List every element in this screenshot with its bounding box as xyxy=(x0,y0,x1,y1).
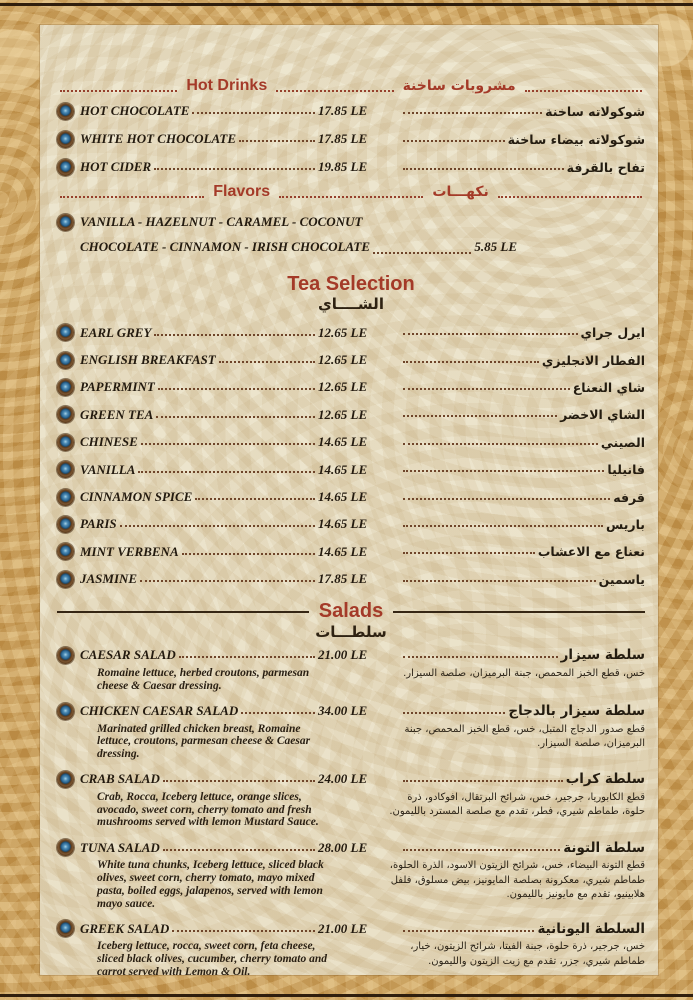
menu-item-row xyxy=(57,153,645,181)
menu-item-row xyxy=(57,97,645,125)
section-hot-drinks xyxy=(57,75,645,181)
item-price: 17.85 LE xyxy=(318,103,368,118)
item-name-ar: السلطة اليونانية xyxy=(537,920,645,937)
item-name-ar-block xyxy=(400,840,645,856)
dotted-leader xyxy=(403,140,505,142)
dotted-leader xyxy=(403,712,505,714)
brand-seal-icon xyxy=(57,571,74,588)
item-name-en: CAESAR SALAD xyxy=(80,647,176,663)
item-name-ar-block xyxy=(400,490,645,505)
section-tea xyxy=(57,273,645,593)
menu-item-row xyxy=(57,374,645,401)
dotted-leader xyxy=(239,140,315,142)
item-description-row xyxy=(57,791,645,829)
brand-seal-icon xyxy=(57,131,74,148)
dotted-leader xyxy=(179,656,315,658)
menu-item xyxy=(57,701,645,761)
item-price: 21.00 LE xyxy=(318,920,368,936)
item-name-ar-block xyxy=(400,353,645,368)
item-name-ar: ايرل جراي xyxy=(580,325,645,341)
dotted-leader xyxy=(182,553,315,555)
menu-item-row xyxy=(57,511,645,538)
menu-item-row xyxy=(57,701,645,722)
brand-seal-icon xyxy=(57,839,74,856)
item-name-ar: شاي النعناع xyxy=(572,379,645,395)
item-description-row xyxy=(57,667,645,693)
brand-seal-icon xyxy=(57,647,74,664)
item-price: 14.65 LE xyxy=(318,489,368,505)
item-description-en: Romaine lettuce, herbed croutons, parmesan cheese & Caesar dressing. xyxy=(97,666,310,692)
dotted-leader xyxy=(403,580,596,582)
item-name-block xyxy=(80,407,318,423)
menu-item-row xyxy=(57,346,645,373)
dotted-leader xyxy=(403,168,564,170)
dotted-leader xyxy=(403,470,604,472)
item-description-en: White tuna chunks, Iceberg lettuce, sliced black olives, sweet corn, cherry tomato, mayo mixed pasta, boiled eggs, jalapenos, served with lemon mayo sauce. xyxy=(97,859,324,910)
dotted-leader xyxy=(403,552,535,554)
hot-drinks-list xyxy=(57,97,645,181)
item-name-block xyxy=(80,771,318,787)
item-name-ar-block xyxy=(400,104,645,119)
item-name-en: CINNAMON SPICE xyxy=(80,489,193,505)
item-price: 21.00 LE xyxy=(318,647,368,663)
dotted-leader xyxy=(163,780,315,782)
hot-drinks-title-en: Hot Drinks xyxy=(186,77,268,94)
dotted-leader xyxy=(403,656,558,658)
item-name-en: GREEN TEA xyxy=(80,406,154,422)
item-name-ar: تفاح بالقرفة xyxy=(566,159,645,175)
dotted-leader xyxy=(403,333,578,335)
item-name-ar-block xyxy=(400,160,645,175)
dotted-leader xyxy=(279,196,423,198)
menu-item-row xyxy=(57,429,645,456)
item-name-block xyxy=(80,840,318,856)
dotted-leader xyxy=(219,361,315,363)
item-name-ar-block xyxy=(400,435,645,450)
item-name-en: CHINESE xyxy=(80,434,138,450)
item-name-en: HOT CHOCOLATE xyxy=(80,103,190,118)
item-name-en: CRAB SALAD xyxy=(80,771,160,787)
item-name-ar-block xyxy=(400,380,645,395)
brand-seal-icon xyxy=(57,771,74,788)
item-name-ar-block xyxy=(400,572,645,587)
dotted-leader xyxy=(154,168,315,170)
brand-seal-icon xyxy=(57,461,74,478)
item-name-en: CHICKEN CAESAR SALAD xyxy=(80,703,239,718)
brand-seal-icon xyxy=(57,434,74,451)
item-price: 14.65 LE xyxy=(318,461,368,477)
item-name-ar: الفطار الانجليزي xyxy=(541,352,645,368)
menu-item xyxy=(57,918,645,978)
dotted-leader xyxy=(403,525,603,527)
item-name-en: HOT CIDER xyxy=(80,159,152,174)
brand-seal-icon xyxy=(57,406,74,423)
item-price: 12.65 LE xyxy=(318,324,368,340)
item-price: 19.85 LE xyxy=(318,159,368,174)
menu-item-row xyxy=(57,401,645,428)
item-name-block xyxy=(80,462,318,478)
item-name-ar: الصيني xyxy=(600,434,645,450)
item-name-block xyxy=(80,131,318,147)
dotted-leader xyxy=(60,90,177,92)
brand-seal-icon xyxy=(57,379,74,396)
dotted-leader xyxy=(158,388,315,390)
item-price: 14.65 LE xyxy=(318,516,368,532)
dotted-leader xyxy=(403,498,610,500)
item-name-block xyxy=(80,544,318,560)
menu-item-row xyxy=(57,319,645,346)
item-price: 34.00 LE xyxy=(318,703,368,718)
brand-seal-icon xyxy=(57,543,74,560)
dotted-leader xyxy=(195,498,315,500)
item-name-ar: شوكولاته بيضاء ساخنة xyxy=(507,131,645,147)
item-description-en: Marinated grilled chicken breast, Romaine lettuce, croutons, parmesan cheese & Caesar dressing. xyxy=(97,722,311,761)
brand-seal-icon xyxy=(57,516,74,533)
flavors-list-text: CHOCOLATE - CINNAMON - IRISH CHOCOLATE xyxy=(80,239,371,254)
menu-item xyxy=(57,837,645,910)
item-name-block xyxy=(80,352,318,368)
item-name-block xyxy=(80,379,318,395)
hot-drinks-title-ar: مشروبات ساخنة xyxy=(402,78,516,94)
item-name-block xyxy=(80,434,318,450)
menu-item-row xyxy=(57,125,645,153)
item-name-block xyxy=(80,325,318,341)
menu-item-row xyxy=(57,645,645,666)
item-name-ar-block xyxy=(400,132,645,147)
item-name-ar: فانيليا xyxy=(607,462,645,478)
dotted-leader xyxy=(276,90,393,92)
item-name-ar-block xyxy=(400,407,645,422)
salads-title-en: Salads xyxy=(318,600,384,623)
dotted-leader xyxy=(525,90,642,92)
salads-header xyxy=(57,601,645,623)
dotted-leader xyxy=(403,388,570,390)
item-name-ar: الشاي الاخضر xyxy=(560,407,645,423)
item-description-row xyxy=(57,723,645,761)
item-name-ar: قرفه xyxy=(613,489,645,505)
top-border-rule xyxy=(0,3,693,6)
item-name-block xyxy=(80,703,318,719)
dotted-leader xyxy=(120,525,315,527)
item-name-en: VANILLA xyxy=(80,461,136,477)
brand-seal-icon xyxy=(57,214,74,231)
menu-item-row xyxy=(57,837,645,858)
item-name-ar-block xyxy=(400,771,645,787)
tea-title-ar: الشــــاي xyxy=(318,295,384,313)
item-name-en: WHITE HOT CHOCOLATE xyxy=(80,131,237,146)
menu-item-row xyxy=(57,918,645,939)
item-name-ar-block xyxy=(400,703,645,719)
item-name-ar: ياسمين xyxy=(598,571,645,587)
section-flavors xyxy=(57,181,645,259)
tea-title-en: Tea Selection xyxy=(287,273,415,295)
brand-seal-icon xyxy=(57,103,74,120)
item-name-ar: سلطة سيزار بالدجاج xyxy=(508,703,645,719)
tea-header xyxy=(57,273,645,313)
item-price: 12.65 LE xyxy=(318,406,368,422)
item-name-ar-block xyxy=(400,647,645,663)
item-description-row xyxy=(57,859,645,910)
item-name-en: ENGLISH BREAKFAST xyxy=(80,352,216,368)
dotted-leader xyxy=(172,930,315,932)
section-salads xyxy=(57,601,645,979)
item-name-en: EARL GREY xyxy=(80,324,152,340)
item-name-en: PARIS xyxy=(80,516,117,532)
item-name-ar: سلطة التونة xyxy=(563,839,645,856)
menu-item-row xyxy=(57,538,645,565)
item-price: 17.85 LE xyxy=(318,571,368,587)
flavors-price: 5.85 LE xyxy=(474,239,517,254)
dotted-leader xyxy=(373,252,471,254)
dotted-leader xyxy=(403,361,539,363)
item-name-ar-block xyxy=(400,517,645,532)
item-description-en: Iceberg lettuce, rocca, sweet corn, feta cheese, sliced black olives, cucumber, cherry tomato and carrot served with Lemon & Oil. xyxy=(97,940,327,979)
dotted-leader xyxy=(403,930,534,932)
dotted-leader xyxy=(192,112,315,114)
flavors-list-text: VANILLA - HAZELNUT - CARAMEL - COCONUT xyxy=(80,214,363,229)
dotted-leader xyxy=(498,196,642,198)
menu-item-row xyxy=(57,456,645,483)
item-name-ar: شوكولاته ساخنة xyxy=(545,103,645,119)
item-price: 12.65 LE xyxy=(318,352,368,368)
dotted-leader xyxy=(138,471,315,473)
menu-item-row xyxy=(57,483,645,510)
item-name-block xyxy=(80,647,318,663)
item-name-block xyxy=(80,159,318,175)
item-name-block xyxy=(80,571,318,587)
dotted-leader xyxy=(403,780,563,782)
dotted-leader xyxy=(403,849,560,851)
menu-panel xyxy=(40,25,658,979)
item-name-ar: نعناع مع الاعشاب xyxy=(537,544,645,560)
bottom-border-rule xyxy=(0,994,693,997)
salads-list xyxy=(57,645,645,979)
salads-title-ar: سلطـــات xyxy=(315,622,387,641)
item-name-ar-block xyxy=(400,325,645,340)
item-description-en: Crab, Rocca, Iceberg lettuce, orange slices, avocado, sweet corn, cherry tomato and fresh mushrooms served with lemon Mustard Sauce. xyxy=(97,790,319,829)
dotted-leader xyxy=(241,712,315,714)
dotted-leader xyxy=(163,849,315,851)
brand-seal-icon xyxy=(57,703,74,720)
item-description-ar: قطع الكابوريا، جرجير، خس، شرائح البرتقال، افوكادو، ذرة حلوة، طماطم شيري، فطر، تقدم مع صلصة المسترد بالليمون. xyxy=(389,791,645,818)
dotted-leader xyxy=(403,112,542,114)
flavors-header xyxy=(57,181,645,203)
item-description-ar: خس، قطع الخبز المحمص، جبنة البرميزان، صلصة السيزار. xyxy=(403,667,645,679)
menu-item xyxy=(57,645,645,693)
item-name-ar-block xyxy=(400,544,645,559)
item-name-block xyxy=(80,921,318,937)
dotted-leader xyxy=(403,443,598,445)
item-description-ar: خس، جرجير، ذرة حلوة، جبنة الفيتا، شرائح الزيتون، خيار، طماطم شيري، جزر، تقدم مع زيت الزيتون والليمون. xyxy=(410,941,645,967)
item-price: 17.85 LE xyxy=(318,131,368,146)
menu-item xyxy=(57,769,645,829)
flavors-line-1 xyxy=(57,209,645,235)
flavors-title-ar: نكهـــات xyxy=(432,184,489,200)
item-price: 12.65 LE xyxy=(318,379,368,395)
brand-seal-icon xyxy=(57,324,74,341)
item-name-ar-block xyxy=(400,921,645,937)
item-name-ar: سلطة كراب xyxy=(565,771,645,788)
item-price: 24.00 LE xyxy=(318,771,368,787)
item-name-en: GREEK SALAD xyxy=(80,920,170,936)
tea-list xyxy=(57,319,645,593)
item-description-ar: قطع صدور الدجاج المتبل، خس، قطع الخبز المحمص، جبنة البرميزان، صلصة السيزار. xyxy=(404,723,645,749)
item-name-ar: سلطة سيزار xyxy=(560,647,645,664)
menu-item-row xyxy=(57,566,645,593)
item-name-en: JASMINE xyxy=(80,571,138,587)
item-name-en: TUNA SALAD xyxy=(80,839,160,855)
brand-seal-icon xyxy=(57,352,74,369)
item-name-block xyxy=(80,103,318,119)
item-name-en: MINT VERBENA xyxy=(80,543,179,559)
brand-seal-icon xyxy=(57,159,74,176)
item-name-en: PAPERMINT xyxy=(80,379,155,395)
dotted-leader xyxy=(156,416,315,418)
item-price: 14.65 LE xyxy=(318,434,368,450)
menu-item-row xyxy=(57,769,645,790)
item-description-row xyxy=(57,940,645,978)
item-name-block xyxy=(80,489,318,505)
dotted-leader xyxy=(60,196,204,198)
item-price: 14.65 LE xyxy=(318,543,368,559)
hot-drinks-header xyxy=(57,75,645,97)
dotted-leader xyxy=(140,580,315,582)
dotted-leader xyxy=(403,415,557,417)
dotted-leader xyxy=(154,334,315,336)
flavors-line-2 xyxy=(57,235,645,259)
item-description-ar: قطع التونة البيضاء، خس، شرائح الزيتون الاسود، الذرة الحلوة، طماطم شيري، معكرونة بصلصة المايونيز، بيض مسلوق، فلفل هلابينيو، تقدم مع مايونيز بالليمون. xyxy=(389,860,645,901)
dotted-leader xyxy=(141,443,315,445)
brand-seal-icon xyxy=(57,489,74,506)
flavors-title-en: Flavors xyxy=(213,183,271,200)
item-name-ar: باريس xyxy=(606,516,645,532)
item-price: 28.00 LE xyxy=(318,839,368,855)
brand-seal-icon xyxy=(57,920,74,937)
item-name-ar-block xyxy=(400,462,645,477)
item-name-block xyxy=(80,516,318,532)
